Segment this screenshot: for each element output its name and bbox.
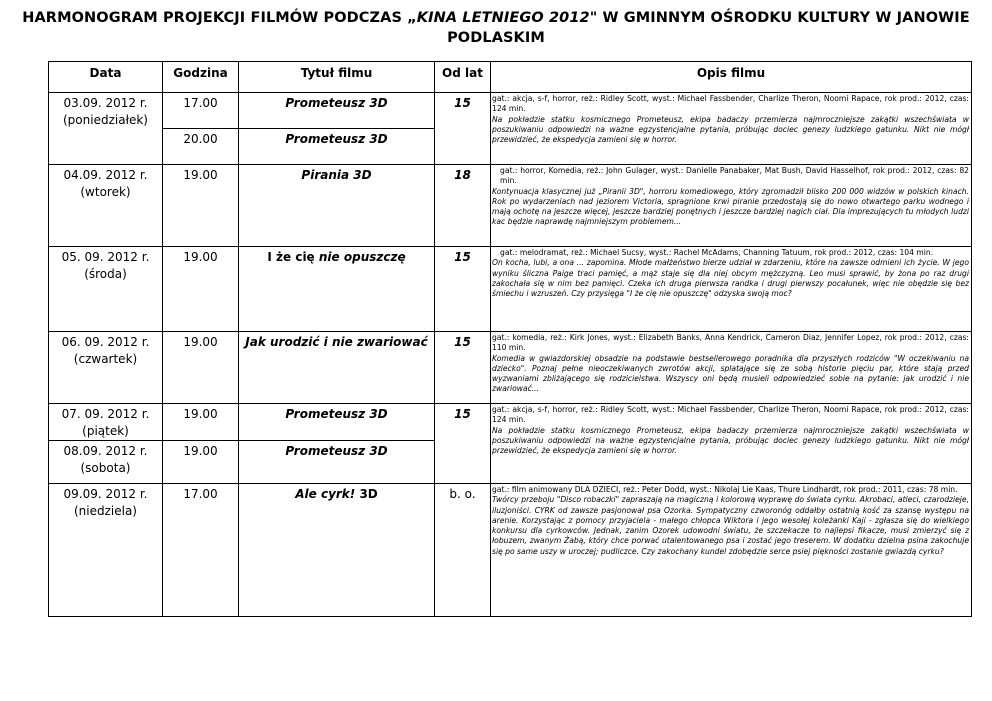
date-cell: 09.09. 2012 r. (niedziela)	[49, 484, 163, 617]
time-cell: 19.00	[163, 247, 239, 332]
age-cell: 15	[435, 332, 491, 404]
film-title-cell: Ale cyrk! 3D	[239, 484, 435, 617]
time-cell: 20.00	[163, 129, 239, 165]
film-title-cell: Pirania 3D	[239, 165, 435, 247]
date-cell: 07. 09. 2012 r. (piątek)	[49, 404, 163, 441]
header-film: Tytuł filmu	[239, 62, 435, 93]
header-desc: Opis filmu	[491, 62, 972, 93]
film-title-cell: Prometeusz 3D	[239, 93, 435, 129]
age-cell: 15	[435, 404, 491, 484]
header-time: Godzina	[163, 62, 239, 93]
film-title-cell: Prometeusz 3D	[239, 441, 435, 484]
date-cell: 08.09. 2012 r. (sobota)	[49, 441, 163, 484]
film-title-cell: Prometeusz 3D	[239, 404, 435, 441]
age-cell: 15	[435, 93, 491, 165]
description-cell: gat.: film animowany DLA DZIECI, reż.: Peter Dodd, wyst.: Nikolaj Lie Kaas, Thure Lindhardt, rok prod.: 2011, czas: 78 min. Twórcy przeboju "Disco robaczki" zapraszają na magiczną i kolorową wyprawę do świata cyrku. Akrobaci, atleci, czarodzieje, iluzjoniści. CYRK od zawsze pasjonował psa Ozorka. Sympatyczny czworonóg oddałby ostatnią kość za szansę występu na arenie. Korzystając z pomocy przyjaciela - małego chłopca Wiktora i jego wesołej koleżanki Kaji - zgłasza się do wielkiego konkursu dla cyrkowców. Jednak, zanim Ozorek udowodni światu, że szczekacze to najlepsi fikacze, musi zmierzyć się z łobuzem, zwanym Żabą, który chce porwać utalentowanego psa i zostać jego treserem. W dodatku dzielna psina zakochuje się po same uszy w uroczej; pudliczce. Czy zakochany kundel zdobędzie serce psiej piękności zostanie gwiazdą cyrku?	[491, 484, 972, 617]
table-row	[49, 247, 972, 332]
table-row	[49, 484, 972, 617]
film-title-cell: Jak urodzić i nie zwariować	[239, 332, 435, 404]
time-cell: 19.00	[163, 441, 239, 484]
description-cell: gat.: akcja, s-f, horror, reż.: Ridley Scott, wyst.: Michael Fassbender, Charlize Theron, Noomi Rapace, rok prod.: 2012, czas: 124 min. Na pokładzie statku kosmicznego Prometeusz, ekipa badaczy przemierza najmroczniejsze zakątki wszechświata w poszukiwaniu odpowiedzi na ważne egzystencjalne pytania, próbując dociec genezy ludzkiego gatunku. Nikt nie mógł przewidzieć, że ekspedycja zamieni się w horror.	[491, 404, 972, 484]
date-cell: 05. 09. 2012 r. (środa)	[49, 247, 163, 332]
description-cell: gat.: akcja, s-f, horror, reż.: Ridley Scott, wyst.: Michael Fassbender, Charlize Theron, Noomi Rapace, rok prod.: 2012, czas: 124 min. Na pokładzie statku kosmicznego Prometeusz, ekipa badaczy przemierza najmroczniejsze zakątki wszechświata w poszukiwaniu odpowiedzi na ważne egzystencjalne pytania, próbując dociec genezy ludzkiego gatunku. Nikt nie mógł przewidzieć, że ekspedycja zamieni się w horror.	[491, 93, 972, 165]
age-cell: b. o.	[435, 484, 491, 617]
time-cell: 19.00	[163, 404, 239, 441]
table-row	[49, 93, 972, 129]
date-cell: 06. 09. 2012 r. (czwartek)	[49, 332, 163, 404]
date-cell: 04.09. 2012 r. (wtorek)	[49, 165, 163, 247]
schedule-table	[48, 61, 972, 617]
table-row	[49, 404, 972, 441]
date-cell: 03.09. 2012 r. (poniedziałek)	[49, 93, 163, 165]
time-cell: 17.00	[163, 93, 239, 129]
page-title: HARMONOGRAM PROJEKCJI FILMÓW PODCZAS „KINA LETNIEGO 2012" W GMINNYM OŚRODKU KULTURY W JANOWIE PODLASKIM	[22, 10, 970, 46]
table-row	[49, 332, 972, 404]
film-title-cell: I że cię nie opuszczę	[239, 247, 435, 332]
age-cell: 15	[435, 247, 491, 332]
description-cell: gat.: horror, Komedia, reż.: John Gulager, wyst.: Danielle Panabaker, Mat Bush, David Hasselhof, rok prod.: 2012, czas: 82 min. Kontynuacja klasycznej już „Piranii 3D", horroru komediowego, który zgromadził blisko 200 000 widzów w polskich kinach. Rok po wydarzeniach nad jeziorem Victoria, spragnione krwi piranie przedostają się do nowo otwartego parku wodnego i mają ochotę na jeszcze więcej, jeszcze bardziej ponętnych i jeszcze bardziej nagich ciał. Dla imprezujących tu młodych ludzi kac będzie naprawdę najmniejszym problemem...	[491, 165, 972, 247]
film-title-cell: Prometeusz 3D	[239, 129, 435, 165]
header-date: Data	[49, 62, 163, 93]
table-row	[49, 165, 972, 247]
header-row	[49, 62, 972, 93]
age-cell: 18	[435, 165, 491, 247]
time-cell: 19.00	[163, 165, 239, 247]
description-cell: gat.: komedia, reż.: Kirk Jones, wyst.: Elizabeth Banks, Anna Kendrick, Cameron Diaz, Jennifer Lopez, rok prod.: 2012, czas: 110 min. Komedia w gwiazdorskiej obsadzie na podstawie bestsellerowego poradnika dla przyszłych rodziców "W oczekiwaniu na dziecko". Poznaj pełne nieoczekiwanych zwrotów akcji, splatające się ze sobą historie pięciu par, które stają przed wyzwaniami zbliżającego się rodzicielstwa. Wszyscy oni będą musieli odpowiedzieć sobie na pytanie: jak urodzić i nie zwariować...	[491, 332, 972, 404]
time-cell: 19.00	[163, 332, 239, 404]
header-age: Od lat	[435, 62, 491, 93]
time-cell: 17.00	[163, 484, 239, 617]
description-cell: gat.: melodramat, reż.: Michael Sucsy, wyst.: Rachel McAdams, Channing Tatuum, rok prod.: 2012, czas: 104 min. On kocha, lubi, a ona ... zapomina. Młode małżeństwo bierze udział w zdarzeniu, które na zawsze odmieni ich życie. W jego wyniku śliczna Paige traci pamięć, a mąż staje się dla niej obcym mężczyzną. Leo musi sprawić, by żona po raz drugi zakochała się w nim bez pamięci. Czeka ich druga pierwsza randka i drugi pierwszy pocałunek, więc nie obędzie się bez śmiechu i wzruszeń. Czy przysięga "I że cię nie opuszczę" odzyska swoją moc?	[491, 247, 972, 332]
